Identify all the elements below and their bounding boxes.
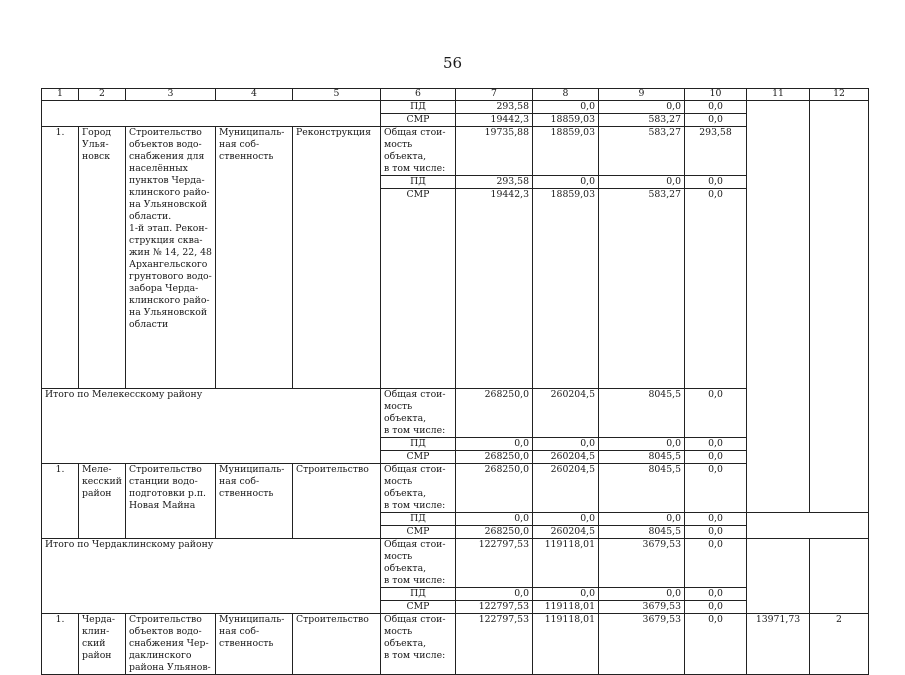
value-cell: 18859,03	[533, 114, 599, 127]
value-cell: 8045,5	[599, 464, 685, 513]
value-cell: 3679,53	[599, 614, 685, 675]
text-line: области	[129, 319, 169, 330]
value-cell: 8045,5	[599, 451, 685, 464]
text-line: области.	[129, 211, 172, 222]
text-line: мость объекта,	[384, 551, 427, 574]
empty-cell	[810, 539, 869, 614]
empty-cell	[747, 539, 810, 614]
text-line: снабжения для	[129, 151, 205, 162]
text-line: в том числе:	[384, 425, 446, 436]
smr-label: СМР	[381, 451, 456, 464]
ownership-cell	[216, 614, 293, 675]
text-line: мость объекта,	[384, 476, 427, 499]
text-line: в том числе:	[384, 500, 446, 511]
total-cost-label	[381, 127, 456, 176]
value-cell: 583,27	[599, 189, 685, 389]
subtotal-title: Итого по Мелекесскому району	[42, 389, 381, 464]
text-line: на Ульяновской	[129, 199, 208, 210]
smr-label: СМР	[381, 114, 456, 127]
value-cell: 0,0	[533, 101, 599, 114]
value-cell: 260204,5	[533, 451, 599, 464]
value-cell: 0,0	[599, 176, 685, 189]
text-line: ная соб-	[219, 139, 260, 150]
value-cell: 0,0	[685, 588, 747, 601]
value-cell: 583,27	[599, 114, 685, 127]
place-cell	[79, 614, 126, 675]
value-cell: 8045,5	[599, 389, 685, 438]
value-cell: 0,0	[685, 539, 747, 588]
value-cell: 0,0	[456, 513, 533, 526]
place-cell	[79, 464, 126, 539]
value-cell: 0,0	[599, 438, 685, 451]
value-cell: 19442,3	[456, 114, 533, 127]
text-line: клин-	[82, 626, 110, 637]
text-line: мость объекта,	[384, 401, 427, 424]
text-line: жин № 14, 22, 48	[129, 247, 212, 258]
col-header: 10	[685, 89, 747, 101]
smr-label: СМР	[381, 601, 456, 614]
object-name-cell	[126, 127, 216, 389]
text-line: ственность	[219, 488, 274, 499]
ownership-cell	[216, 127, 293, 389]
col-header: 4	[216, 89, 293, 101]
text-line: район	[82, 488, 112, 499]
value-cell: 13971,73	[747, 614, 810, 675]
value-cell: 0,0	[685, 451, 747, 464]
col-header: 5	[293, 89, 381, 101]
smr-label: СМР	[381, 189, 456, 389]
value-cell: 119118,01	[533, 539, 599, 588]
text-line: район	[82, 650, 112, 661]
text-line: объектов водо-	[129, 139, 202, 150]
table-row	[42, 539, 869, 588]
col-header: 9	[599, 89, 685, 101]
text-line: мость объекта,	[384, 626, 427, 649]
work-type-cell: Строительство	[293, 464, 381, 539]
value-cell: 268250,0	[456, 526, 533, 539]
col-header: 8	[533, 89, 599, 101]
work-type-cell: Реконструкция	[293, 127, 381, 389]
value-cell: 0,0	[685, 389, 747, 438]
value-cell: 583,27	[599, 127, 685, 176]
text-line: Город	[82, 127, 112, 138]
value-cell: 0,0	[533, 176, 599, 189]
text-line: Строительство	[129, 614, 202, 625]
text-line: забора Черда-	[129, 283, 199, 294]
text-line: Муниципаль-	[219, 464, 285, 475]
col-header: 1	[42, 89, 79, 101]
subtotal-title: Итого по Чердаклинскому району	[42, 539, 381, 614]
value-cell: 0,0	[685, 464, 747, 513]
col-header: 7	[456, 89, 533, 101]
total-cost-label	[381, 614, 456, 675]
text-line: новск	[82, 151, 111, 162]
text-line: Общая стои-	[384, 614, 446, 625]
table-row	[42, 464, 869, 513]
value-cell: 0,0	[599, 588, 685, 601]
text-line: объектов водо-	[129, 626, 202, 637]
value-cell: 122797,53	[456, 539, 533, 588]
col-header: 3	[126, 89, 216, 101]
text-line: на Ульяновской	[129, 307, 208, 318]
value-cell: 119118,01	[533, 601, 599, 614]
text-line: Архангельского	[129, 259, 208, 270]
place-cell	[79, 127, 126, 389]
col-header: 2	[79, 89, 126, 101]
value-cell: 0,0	[685, 189, 747, 389]
empty-cell	[810, 101, 869, 513]
text-line: Общая стои-	[384, 539, 446, 550]
row-number: 1.	[42, 127, 79, 389]
text-line: 1-й этап. Рекон-	[129, 223, 208, 234]
value-cell: 3679,53	[599, 601, 685, 614]
smr-label: СМР	[381, 526, 456, 539]
value-cell: 0,0	[456, 438, 533, 451]
text-line: Общая стои-	[384, 389, 446, 400]
value-cell: 0,0	[685, 526, 747, 539]
text-line: Строительство	[129, 127, 202, 138]
text-line: Общая стои-	[384, 127, 446, 138]
text-line: ственность	[219, 638, 274, 649]
text-line: подготовки р.п.	[129, 488, 206, 499]
value-cell: 260204,5	[533, 389, 599, 438]
empty-cell	[747, 101, 810, 513]
column-number-row	[42, 89, 869, 101]
text-line: Меле-	[82, 464, 112, 475]
value-cell: 0,0	[685, 114, 747, 127]
ownership-cell	[216, 464, 293, 539]
value-cell: 0,0	[599, 101, 685, 114]
text-line: ная соб-	[219, 626, 260, 637]
value-cell: 293,58	[685, 127, 747, 176]
value-cell: 0,0	[533, 513, 599, 526]
page-number: 56	[442, 54, 463, 72]
text-line: даклинского	[129, 650, 192, 661]
text-line: ский	[82, 638, 106, 649]
value-cell: 18859,03	[533, 189, 599, 389]
col-header: 6	[381, 89, 456, 101]
value-cell: 268250,0	[456, 389, 533, 438]
pd-label: ПД	[381, 588, 456, 601]
value-cell: 0,0	[685, 601, 747, 614]
value-cell: 293,58	[456, 101, 533, 114]
text-line: грунтового водо-	[129, 271, 212, 282]
value-cell: 0,0	[533, 588, 599, 601]
text-line: снабжения Чер-	[129, 638, 209, 649]
row-number: 1.	[42, 614, 79, 675]
text-line: струкция сква-	[129, 235, 203, 246]
text-line: клинского райо-	[129, 295, 210, 306]
value-cell: 0,0	[456, 588, 533, 601]
value-cell: 8045,5	[599, 526, 685, 539]
value-cell: 268250,0	[456, 451, 533, 464]
text-line: станции водо-	[129, 476, 198, 487]
value-cell: 0,0	[599, 513, 685, 526]
work-type-cell: Строительство	[293, 614, 381, 675]
text-line: Строительство	[129, 464, 202, 475]
total-cost-label	[381, 539, 456, 588]
value-cell: 2	[810, 614, 869, 675]
value-cell: 0,0	[533, 438, 599, 451]
total-cost-label	[381, 464, 456, 513]
text-line: населённых	[129, 163, 188, 174]
value-cell: 260204,5	[533, 464, 599, 513]
value-cell: 293,58	[456, 176, 533, 189]
text-line: Улья-	[82, 139, 109, 150]
text-line: клинского райо-	[129, 187, 210, 198]
value-cell: 122797,53	[456, 601, 533, 614]
text-line: Новая Майна	[129, 500, 196, 511]
text-line: Черда-	[82, 614, 116, 625]
text-line: района Ульянов-	[129, 662, 211, 673]
total-cost-label	[381, 389, 456, 438]
text-line: Общая стои-	[384, 464, 446, 475]
value-cell: 0,0	[685, 176, 747, 189]
text-line: Муниципаль-	[219, 614, 285, 625]
row-number: 1.	[42, 464, 79, 539]
value-cell: 18859,03	[533, 127, 599, 176]
value-cell: 268250,0	[456, 464, 533, 513]
pd-label: ПД	[381, 438, 456, 451]
text-line: в том числе:	[384, 650, 446, 661]
pd-label: ПД	[381, 176, 456, 189]
text-line: мость объекта,	[384, 139, 427, 162]
value-cell: 19442,3	[456, 189, 533, 389]
value-cell: 3679,53	[599, 539, 685, 588]
value-cell: 0,0	[685, 614, 747, 675]
text-line: в том числе:	[384, 163, 446, 174]
text-line: кесский	[82, 476, 122, 487]
value-cell: 0,0	[685, 438, 747, 451]
object-name-cell	[126, 464, 216, 539]
text-line: Муниципаль-	[219, 127, 285, 138]
pd-label: ПД	[381, 101, 456, 114]
value-cell: 0,0	[685, 101, 747, 114]
table-row	[42, 389, 869, 438]
text-line: ственность	[219, 151, 274, 162]
table-row	[42, 614, 869, 675]
value-cell: 19735,88	[456, 127, 533, 176]
text-line: ная соб-	[219, 476, 260, 487]
table-row	[42, 127, 869, 176]
value-cell: 260204,5	[533, 526, 599, 539]
object-name-cell	[126, 614, 216, 675]
text-line: в том числе:	[384, 575, 446, 586]
value-cell: 0,0	[685, 513, 747, 526]
value-cell: 122797,53	[456, 614, 533, 675]
col-header: 11	[747, 89, 810, 101]
empty-cell	[42, 101, 381, 127]
col-header: 12	[810, 89, 869, 101]
value-cell: 119118,01	[533, 614, 599, 675]
table-row	[42, 101, 869, 114]
text-line: пунктов Черда-	[129, 175, 205, 186]
pd-label: ПД	[381, 513, 456, 526]
investment-table	[41, 88, 869, 675]
